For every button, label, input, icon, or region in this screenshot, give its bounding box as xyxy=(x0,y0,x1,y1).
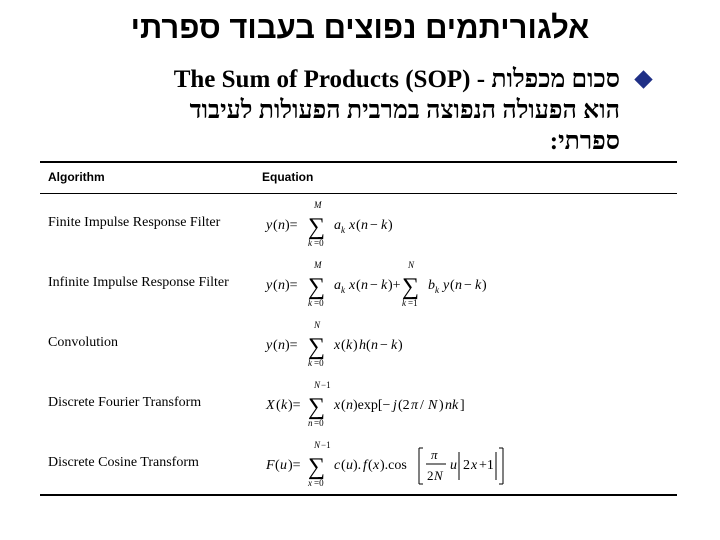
svg-text:x: x xyxy=(349,278,356,293)
algorithm-name: Finite Impulse Response Filter xyxy=(48,215,221,230)
svg-text:∑: ∑ xyxy=(308,214,326,240)
bullet-line-2: הוא הפעולה הנפוצה במרבית הפעולות לעיבוד xyxy=(189,97,620,124)
svg-text:=0: =0 xyxy=(314,358,324,368)
svg-text:(: ( xyxy=(450,278,455,293)
svg-text:−: − xyxy=(370,278,378,293)
svg-text:k: k xyxy=(475,278,482,293)
algorithms-table xyxy=(40,161,677,497)
svg-text:π: π xyxy=(431,447,438,462)
bullet-line-3: ספרתי: xyxy=(549,128,620,155)
svg-text:n: n xyxy=(361,218,368,233)
svg-text:N: N xyxy=(434,468,443,483)
svg-text:h: h xyxy=(359,338,366,353)
svg-text:x: x xyxy=(308,478,312,488)
svg-text:k: k xyxy=(308,238,312,248)
svg-text:N: N xyxy=(408,260,415,270)
table-row xyxy=(40,314,677,374)
header-equation: Equation xyxy=(262,170,314,184)
svg-text:+1: +1 xyxy=(479,458,494,473)
svg-text:k: k xyxy=(402,298,406,308)
svg-text:u: u xyxy=(450,458,457,473)
svg-text:(: ( xyxy=(368,458,373,473)
svg-text:(: ( xyxy=(341,458,346,473)
svg-text:(: ( xyxy=(341,398,346,413)
bullet-hebrew-term: סכום מכפלות xyxy=(491,66,620,93)
svg-text:y: y xyxy=(266,278,273,293)
algorithm-name: Convolution xyxy=(48,335,119,350)
svg-text:): ) xyxy=(482,278,487,293)
table-row xyxy=(40,254,677,314)
svg-text:k: k xyxy=(281,398,288,413)
table-row xyxy=(40,194,677,254)
svg-text:u: u xyxy=(280,458,287,473)
svg-text:k: k xyxy=(381,218,388,233)
svg-text:(: ( xyxy=(356,278,361,293)
bullet-dash: - xyxy=(470,66,492,93)
table-row xyxy=(40,434,677,494)
svg-text:X: X xyxy=(266,398,275,413)
equation-formula xyxy=(262,194,672,254)
diamond-bullet-icon xyxy=(634,70,652,88)
svg-text:∑: ∑ xyxy=(308,454,326,480)
svg-text:(: ( xyxy=(273,338,278,353)
svg-text:(: ( xyxy=(273,218,278,233)
svg-text:b: b xyxy=(428,278,435,293)
svg-text:(: ( xyxy=(273,278,278,293)
svg-text:x: x xyxy=(373,458,380,473)
svg-text:(: ( xyxy=(356,218,361,233)
svg-text:−: − xyxy=(380,338,388,353)
algorithm-name: Discrete Fourier Transform xyxy=(48,395,202,410)
svg-text:k: k xyxy=(308,298,312,308)
svg-text:N: N xyxy=(314,380,321,390)
svg-text:−: − xyxy=(464,278,472,293)
svg-text:2: 2 xyxy=(427,468,434,483)
svg-text:).: ). xyxy=(353,458,362,473)
algorithm-name: Infinite Impulse Response Filter xyxy=(48,275,229,290)
table-bottom-rule xyxy=(40,494,677,496)
svg-text:(: ( xyxy=(275,458,280,473)
svg-text:k: k xyxy=(435,285,439,295)
svg-text:y: y xyxy=(266,338,273,353)
svg-text:n: n xyxy=(278,218,285,233)
svg-text:2: 2 xyxy=(463,458,470,473)
svg-text:−1: −1 xyxy=(321,440,331,450)
svg-text:M: M xyxy=(314,200,322,210)
svg-text:=0: =0 xyxy=(314,238,324,248)
svg-text:/: / xyxy=(420,398,424,413)
svg-text:=0: =0 xyxy=(314,298,324,308)
bullet-text xyxy=(50,64,620,157)
svg-text:)+: )+ xyxy=(388,278,401,293)
svg-text:π: π xyxy=(411,398,419,413)
svg-text:x: x xyxy=(334,398,341,413)
svg-text:y: y xyxy=(266,218,273,233)
svg-text:x: x xyxy=(334,338,341,353)
algorithm-name: Discrete Cosine Transform xyxy=(48,455,199,470)
equation-formula xyxy=(262,254,672,314)
svg-text:): ) xyxy=(388,218,393,233)
svg-text:=0: =0 xyxy=(314,478,324,488)
svg-text:∑: ∑ xyxy=(308,334,326,360)
svg-text:=1: =1 xyxy=(408,298,418,308)
table-row xyxy=(40,374,677,434)
svg-text:)=: )= xyxy=(285,218,298,233)
equation-formula xyxy=(262,374,672,434)
svg-text:−: − xyxy=(370,218,378,233)
svg-text:N: N xyxy=(314,320,321,330)
svg-text:x: x xyxy=(471,458,478,473)
svg-text:n: n xyxy=(278,278,285,293)
svg-text:)exp[−: )exp[− xyxy=(353,398,391,413)
svg-text:a: a xyxy=(334,278,341,293)
svg-text:(2: (2 xyxy=(398,398,410,413)
svg-text:∑: ∑ xyxy=(402,274,420,300)
svg-text:): ) xyxy=(439,398,444,413)
svg-text:)=: )= xyxy=(288,458,301,473)
svg-text:n: n xyxy=(361,278,368,293)
svg-text:N: N xyxy=(428,398,438,413)
svg-text:j: j xyxy=(393,398,397,413)
svg-text:k: k xyxy=(391,338,398,353)
svg-text:∑: ∑ xyxy=(308,394,326,420)
svg-text:c: c xyxy=(334,458,341,473)
equation-formula xyxy=(262,434,672,494)
bullet-line-1 xyxy=(50,64,620,95)
svg-text:a: a xyxy=(334,218,341,233)
svg-text:x: x xyxy=(349,218,356,233)
svg-text:)=: )= xyxy=(288,398,301,413)
bullet-english-term: The Sum of Products (SOP) xyxy=(173,66,471,93)
svg-text:]: ] xyxy=(460,398,465,413)
table-top-rule xyxy=(40,161,677,163)
svg-text:nk: nk xyxy=(445,398,459,413)
svg-text:(: ( xyxy=(276,398,281,413)
svg-text:N: N xyxy=(314,440,321,450)
svg-text:u: u xyxy=(346,458,353,473)
svg-text:k: k xyxy=(346,338,353,353)
svg-text:n: n xyxy=(278,338,285,353)
svg-text:k: k xyxy=(381,278,388,293)
equation-formula xyxy=(262,314,672,374)
svg-text:k: k xyxy=(341,285,345,295)
svg-text:)=: )= xyxy=(285,338,298,353)
svg-text:n: n xyxy=(346,398,353,413)
svg-text:−1: −1 xyxy=(321,380,331,390)
svg-text:n: n xyxy=(308,418,313,428)
svg-text:f: f xyxy=(363,458,367,473)
header-algorithm: Algorithm xyxy=(48,170,105,184)
slide-title: אלגוריתמים נפוצים בעבוד ספרתי xyxy=(130,10,590,45)
svg-text:(: ( xyxy=(341,338,346,353)
svg-text:n: n xyxy=(371,338,378,353)
svg-text:(: ( xyxy=(366,338,371,353)
svg-text:M: M xyxy=(314,260,322,270)
svg-text:k: k xyxy=(341,225,345,235)
svg-text:n: n xyxy=(455,278,462,293)
svg-text:=0: =0 xyxy=(314,418,324,428)
svg-text:y: y xyxy=(443,278,450,293)
svg-text:): ) xyxy=(398,338,403,353)
svg-text:k: k xyxy=(308,358,312,368)
svg-text:): ) xyxy=(353,338,358,353)
svg-text:F: F xyxy=(266,458,275,473)
svg-text:∑: ∑ xyxy=(308,274,326,300)
svg-text:).cos: ).cos xyxy=(380,458,407,473)
svg-text:)=: )= xyxy=(285,278,298,293)
